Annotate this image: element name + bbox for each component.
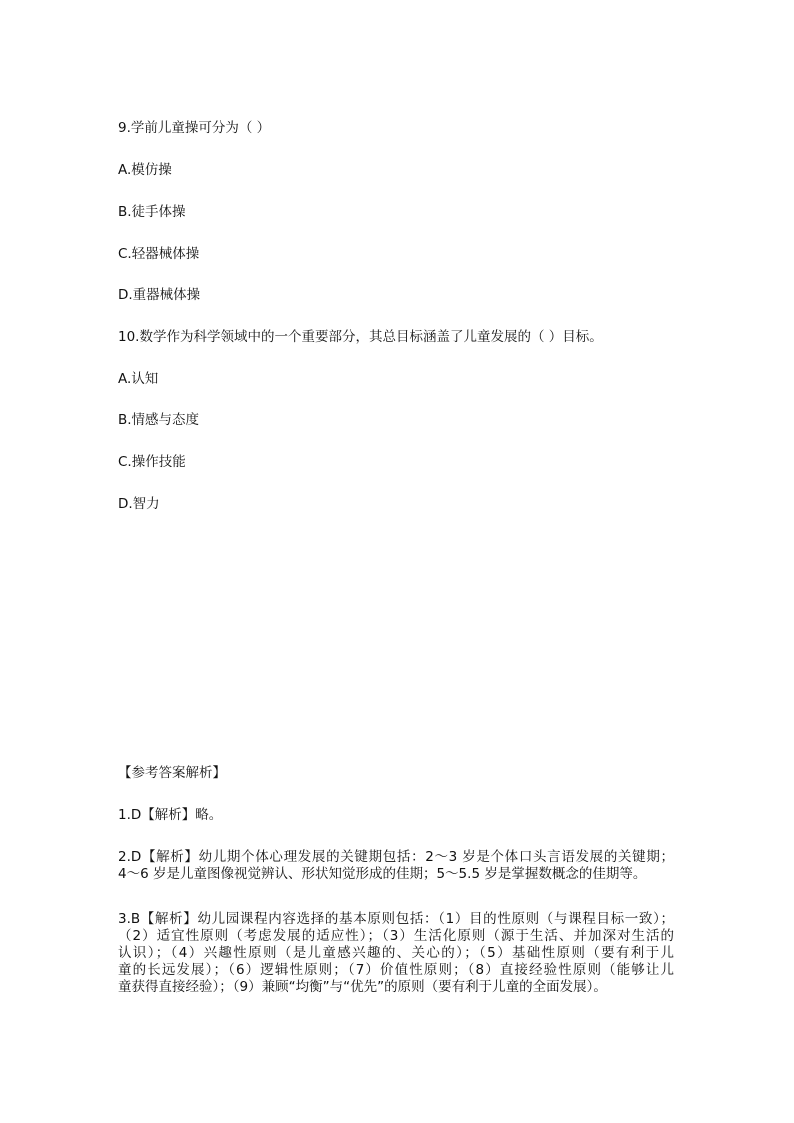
question-10-stem: 10.数学作为科学领域中的一个重要部分，其总目标涵盖了儿童发展的（ ）目标。 xyxy=(118,329,603,345)
answer-3-line-4: 童的长远发展）；（6）逻辑性原则；（7）价值性原则；（8）直接经验性原则（能够让儿 xyxy=(118,962,674,978)
answers-heading: 【参考答案解析】 xyxy=(118,765,226,781)
answer-3-line-5: 童获得直接经验）；（9）兼顾“均衡”与“优先”的原则（要有利于儿童的全面发展）。 xyxy=(118,979,607,995)
answer-1 xyxy=(118,807,674,824)
question-10-option-d: D.智力 xyxy=(118,496,160,512)
answer-2-line-2: 4～6 岁是儿童图像视觉辨认、形状知觉形成的佳期；5～5.5 岁是掌握数概念的佳期等。 xyxy=(118,866,647,882)
answer-2 xyxy=(118,849,674,883)
question-10-option-c: C.操作技能 xyxy=(118,454,186,470)
question-9-option-d: D.重器械体操 xyxy=(118,287,201,303)
answer-3-line-1: 3.B【解析】幼儿园课程内容选择的基本原则包括：（1）目的性原则（与课程目标一致）； xyxy=(118,911,674,927)
answer-3 xyxy=(118,911,674,996)
question-9-option-c: C.轻器械体操 xyxy=(118,246,200,262)
question-9-stem: 9.学前儿童操可分为（ ） xyxy=(118,120,271,136)
answer-1-line-1: 1.D【解析】略。 xyxy=(118,807,223,823)
question-10-option-b: B.情感与态度 xyxy=(118,412,200,428)
answer-2-line-1: 2.D【解析】幼儿期个体心理发展的关键期包括：2～3 岁是个体口头言语发展的关键期； xyxy=(118,849,674,865)
question-9-option-b: B.徒手体操 xyxy=(118,204,186,220)
answer-3-line-3: 认识）；（4）兴趣性原则（是儿童感兴趣的、关心的）；（5）基础性原则（要有利于儿 xyxy=(118,945,674,961)
answer-3-line-2: （2）适宜性原则（考虑发展的适应性）；（3）生活化原则（源于生活、并加深对生活的 xyxy=(118,928,674,944)
question-9-option-a: A.模仿操 xyxy=(118,162,172,178)
question-10-option-a: A.认知 xyxy=(118,371,159,387)
